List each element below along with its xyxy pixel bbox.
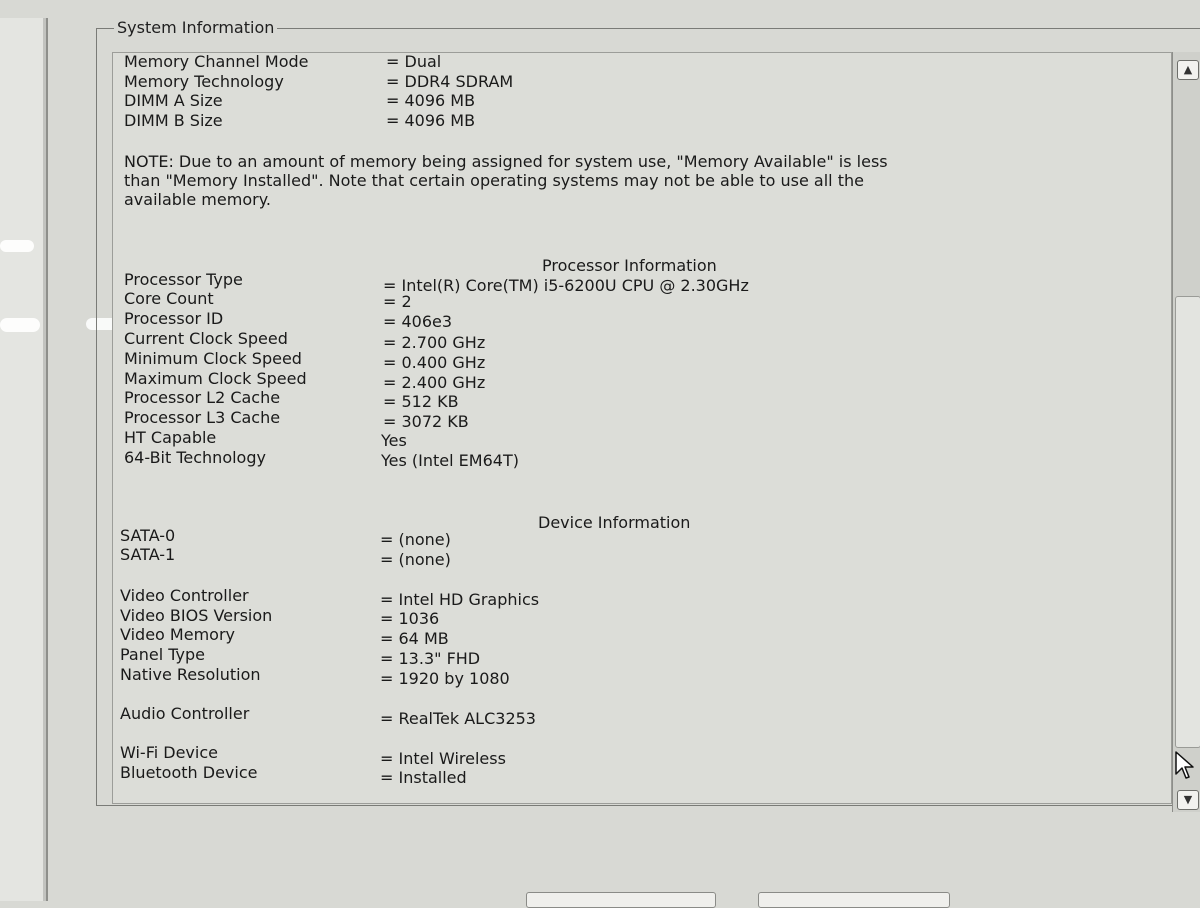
sata-0-label: SATA-0 — [120, 526, 176, 545]
memory-note-line: than "Memory Installed". Note that certain operating systems may not be able to use all the — [124, 171, 864, 190]
video-memory-label: Video Memory — [120, 625, 235, 644]
minimum-clock-speed-label: Minimum Clock Speed — [124, 349, 302, 368]
device-information-heading: Device Information — [538, 513, 691, 532]
dimm-a-size-value: = 4096 MB — [386, 91, 476, 110]
sata-1-value: = (none) — [380, 550, 451, 569]
memory-channel-mode-label: Memory Channel Mode — [124, 52, 309, 71]
memory-channel-mode-value: = Dual — [386, 52, 442, 71]
native-resolution-value: = 1920 by 1080 — [380, 669, 510, 688]
group-title: System Information — [114, 18, 277, 37]
left-navigation-pane[interactable] — [0, 18, 48, 901]
panel-type-value: = 13.3" FHD — [380, 649, 481, 668]
memory-technology-label: Memory Technology — [124, 72, 284, 91]
video-bios-version-value: = 1036 — [380, 609, 440, 628]
audio-controller-value: = RealTek ALC3253 — [380, 709, 536, 728]
processor-type-label: Processor Type — [124, 270, 243, 289]
current-clock-speed-value: = 2.700 GHz — [383, 333, 486, 352]
screen-glare — [0, 318, 40, 332]
maximum-clock-speed-label: Maximum Clock Speed — [124, 369, 307, 388]
ht-capable-value: Yes — [381, 431, 407, 450]
dimm-b-size-label: DIMM B Size — [124, 111, 223, 130]
processor-information-heading: Processor Information — [542, 256, 717, 275]
processor-l2-cache-value: = 512 KB — [383, 392, 459, 411]
arrow-down-icon: ▼ — [1183, 793, 1193, 806]
scroll-down-button[interactable] — [1177, 790, 1199, 810]
processor-type-value: = Intel(R) Core(TM) i5-6200U CPU @ 2.30GHz — [383, 276, 749, 295]
dimm-b-size-value: = 4096 MB — [386, 111, 476, 130]
screen-glare — [0, 240, 34, 252]
sata-0-value: = (none) — [380, 530, 451, 549]
panel-type-label: Panel Type — [120, 645, 205, 664]
processor-l2-cache-label: Processor L2 Cache — [124, 388, 281, 407]
bottom-button[interactable] — [758, 892, 950, 908]
bluetooth-device-label: Bluetooth Device — [120, 763, 258, 782]
dimm-a-size-label: DIMM A Size — [124, 91, 223, 110]
processor-id-label: Processor ID — [124, 309, 224, 328]
core-count-value: = 2 — [383, 292, 412, 311]
wifi-device-value: = Intel Wireless — [380, 749, 506, 768]
sata-1-label: SATA-1 — [120, 545, 176, 564]
current-clock-speed-label: Current Clock Speed — [124, 329, 288, 348]
64-bit-technology-value: Yes (Intel EM64T) — [381, 451, 519, 470]
minimum-clock-speed-value: = 0.400 GHz — [383, 353, 486, 372]
audio-controller-label: Audio Controller — [120, 704, 250, 723]
memory-note — [124, 152, 1054, 209]
vertical-scrollbar[interactable] — [1172, 52, 1200, 812]
video-controller-value: = Intel HD Graphics — [380, 590, 540, 609]
video-controller-label: Video Controller — [120, 586, 249, 605]
bluetooth-device-value: = Installed — [380, 768, 467, 787]
video-bios-version-label: Video BIOS Version — [120, 606, 273, 625]
video-memory-value: = 64 MB — [380, 629, 449, 648]
processor-l3-cache-value: = 3072 KB — [383, 412, 469, 431]
memory-technology-value: = DDR4 SDRAM — [386, 72, 514, 91]
bottom-button[interactable] — [526, 892, 716, 908]
core-count-label: Core Count — [124, 289, 214, 308]
maximum-clock-speed-value: = 2.400 GHz — [383, 373, 486, 392]
mouse-pointer-icon — [1174, 750, 1196, 782]
processor-l3-cache-label: Processor L3 Cache — [124, 408, 281, 427]
processor-id-value: = 406e3 — [383, 312, 453, 331]
scroll-up-button[interactable] — [1177, 60, 1199, 80]
scroll-thumb[interactable] — [1175, 296, 1200, 748]
memory-note-line: NOTE: Due to an amount of memory being assigned for system use, "Memory Available" is less — [124, 152, 888, 171]
64-bit-technology-label: 64-Bit Technology — [124, 448, 266, 467]
native-resolution-label: Native Resolution — [120, 665, 261, 684]
ht-capable-label: HT Capable — [124, 428, 217, 447]
wifi-device-label: Wi-Fi Device — [120, 743, 218, 762]
memory-note-line: available memory. — [124, 190, 271, 209]
arrow-up-icon: ▲ — [1183, 63, 1193, 76]
